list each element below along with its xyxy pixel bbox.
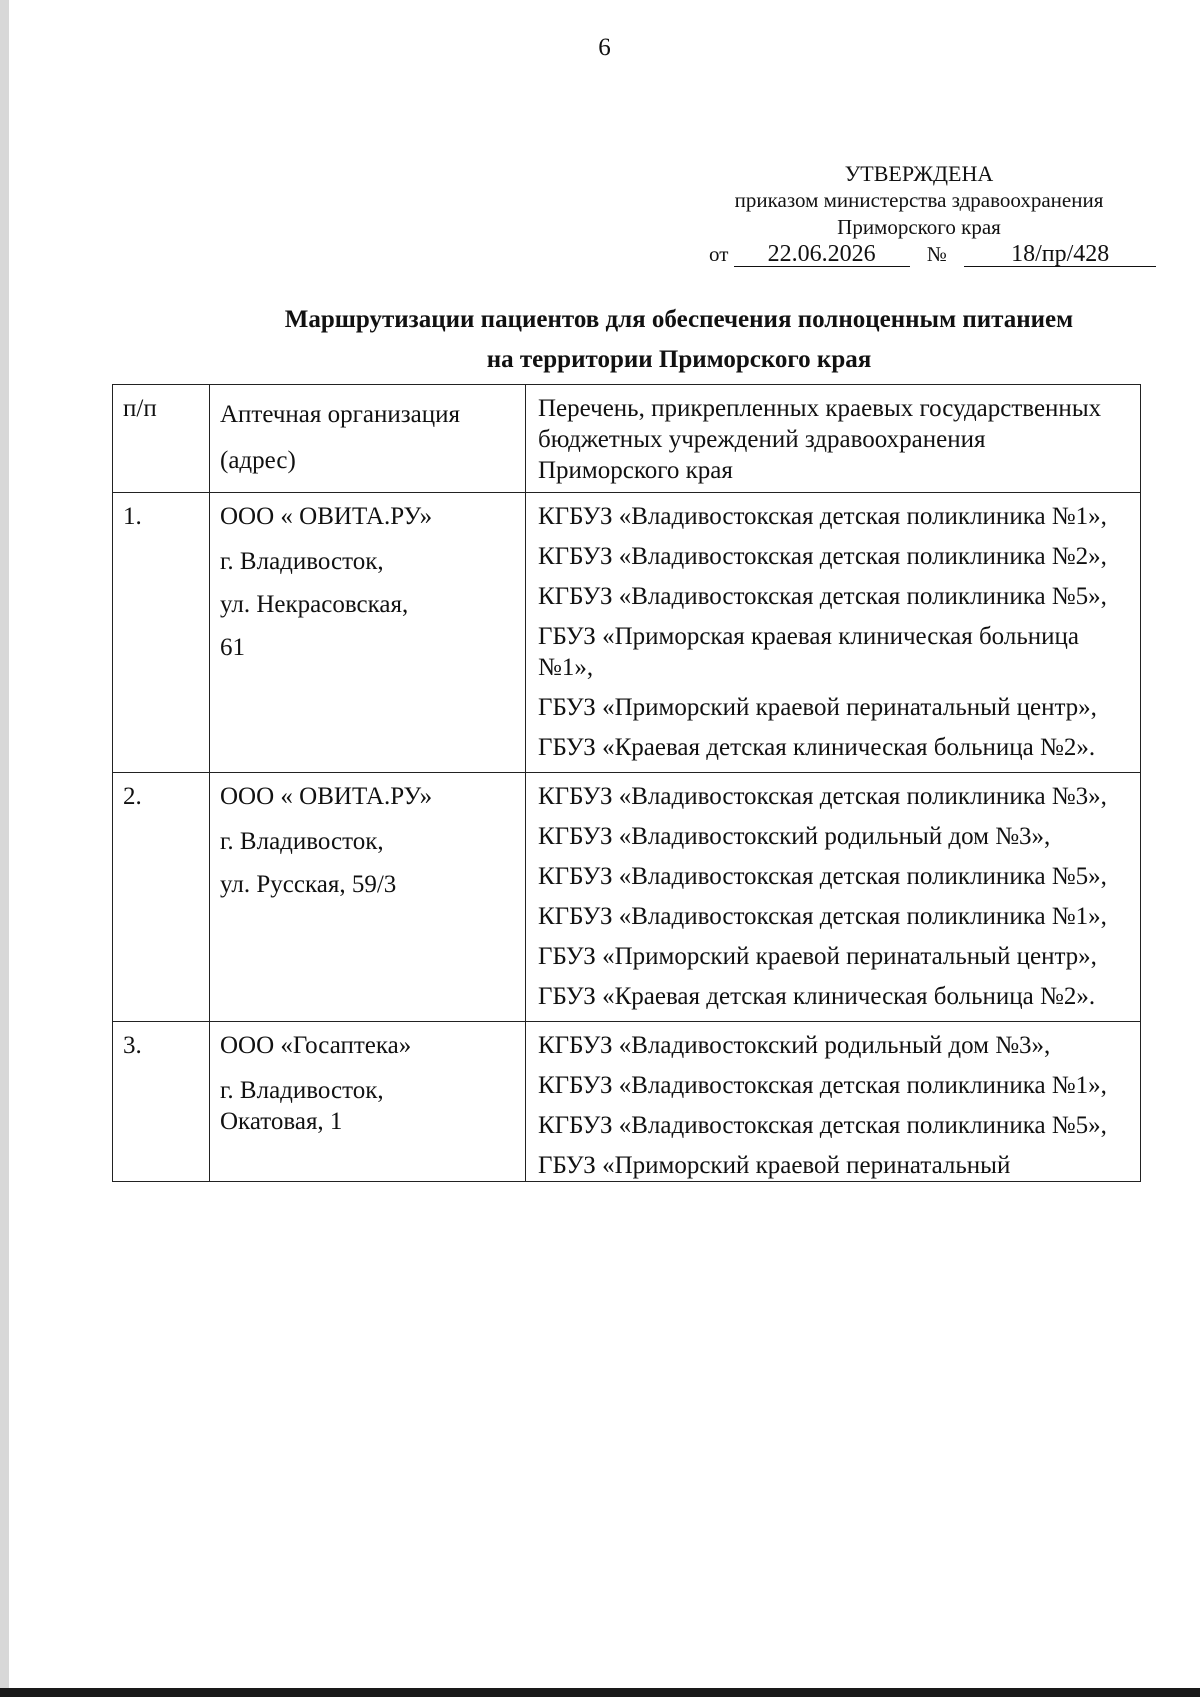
- institution-item: КГБУЗ «Владивостокская детская поликлиника №1»,: [538, 903, 1107, 930]
- institution-item: КГБУЗ «Владивостокская детская поликлиника №2»,: [538, 543, 1107, 570]
- approval-heading: УТВЕРЖДЕНА: [844, 161, 994, 186]
- header-list: Перечень, прикрепленных краевых государственных бюджетных учреждений здравоохранения Приморского края: [526, 385, 1141, 493]
- row-number: 3.: [113, 1022, 210, 1182]
- approval-stamp: [699, 160, 1139, 268]
- row-number: 1.: [113, 493, 210, 773]
- pharmacy-cell: [210, 493, 526, 773]
- table-row: [113, 1022, 1141, 1182]
- table-row: [113, 773, 1141, 1022]
- institutions-cell: [526, 1022, 1141, 1182]
- institution-item: КГБУЗ «Владивостокская детская поликлиника №1»,: [538, 1072, 1107, 1099]
- institution-item: ГБУЗ «Краевая детская клиническая больница №2».: [538, 983, 1096, 1010]
- institution-item: КГБУЗ «Владивостокская детская поликлиника №5»,: [538, 1112, 1107, 1139]
- header-org: [210, 385, 526, 493]
- pharmacy-cell: [210, 1022, 526, 1182]
- institution-item: КГБУЗ «Владивостокский родильный дом №3»,: [538, 1032, 1051, 1059]
- header-org-line1: Аптечная организация: [220, 401, 460, 428]
- address-line: 61: [220, 634, 245, 661]
- address-line: г. Владивосток,: [220, 828, 384, 855]
- address-line: Окатовая, 1: [220, 1108, 343, 1135]
- order-date: 22.06.2026: [734, 242, 910, 267]
- address-line: г. Владивосток,: [220, 548, 384, 575]
- table-header-row: [113, 385, 1141, 493]
- page-number: 6: [598, 34, 611, 61]
- row-number: 2.: [113, 773, 210, 1022]
- approval-order-line: [699, 241, 1139, 268]
- institution-item: КГБУЗ «Владивостокская детская поликлиника №5»,: [538, 863, 1107, 890]
- institution-item: ГБУЗ «Приморский краевой перинатальный центр»,: [538, 943, 1097, 970]
- institution-item: КГБУЗ «Владивостокская детская поликлиника №3»,: [538, 783, 1107, 810]
- institution-item: ГБУЗ «Приморская краевая клиническая больница №1»,: [538, 623, 1079, 681]
- pharmacy-name: ООО « ОВИТА.РУ»: [220, 503, 433, 530]
- institutions-cell: [526, 773, 1141, 1022]
- title-line-1: Маршрутизации пациентов для обеспечения полноценным питанием: [284, 306, 1074, 333]
- address-line: г. Владивосток,: [220, 1077, 384, 1104]
- header-num: п/п: [113, 385, 210, 493]
- address-line: ул. Русская, 59/3: [220, 871, 397, 898]
- institution-item: ГБУЗ «Приморский краевой перинатальный центр»,: [538, 694, 1097, 721]
- scan-bottom-edge: [0, 1688, 1200, 1697]
- approval-line-ministry: приказом министерства здравоохранения: [734, 188, 1104, 212]
- institution-item: КГБУЗ «Владивостокский родильный дом №3»,: [538, 823, 1051, 850]
- document-page: [9, 0, 1200, 1688]
- pharmacy-name: ООО «Госаптека»: [220, 1032, 412, 1059]
- header-org-line2: (адрес): [220, 447, 296, 474]
- pharmacy-name: ООО « ОВИТА.РУ»: [220, 783, 433, 810]
- institution-item: КГБУЗ «Владивостокская детская поликлиника №5»,: [538, 583, 1107, 610]
- address-line: ул. Некрасовская,: [220, 591, 409, 618]
- institution-item: ГБУЗ «Приморский краевой перинатальный: [538, 1152, 1011, 1179]
- institution-item: КГБУЗ «Владивостокская детская поликлиника №1»,: [538, 503, 1107, 530]
- date-prefix: от: [709, 242, 729, 266]
- number-sign: №: [926, 242, 947, 266]
- institutions-cell: [526, 493, 1141, 773]
- order-number: 18/пр/428: [964, 242, 1156, 267]
- routing-table: [112, 384, 1141, 1182]
- approval-line-region: Приморского края: [837, 215, 1001, 239]
- pharmacy-cell: [210, 773, 526, 1022]
- document-title: [109, 300, 1200, 380]
- table-row: [113, 493, 1141, 773]
- institution-item: ГБУЗ «Краевая детская клиническая больница №2».: [538, 734, 1096, 761]
- title-line-2: на территории Приморского края: [486, 346, 872, 373]
